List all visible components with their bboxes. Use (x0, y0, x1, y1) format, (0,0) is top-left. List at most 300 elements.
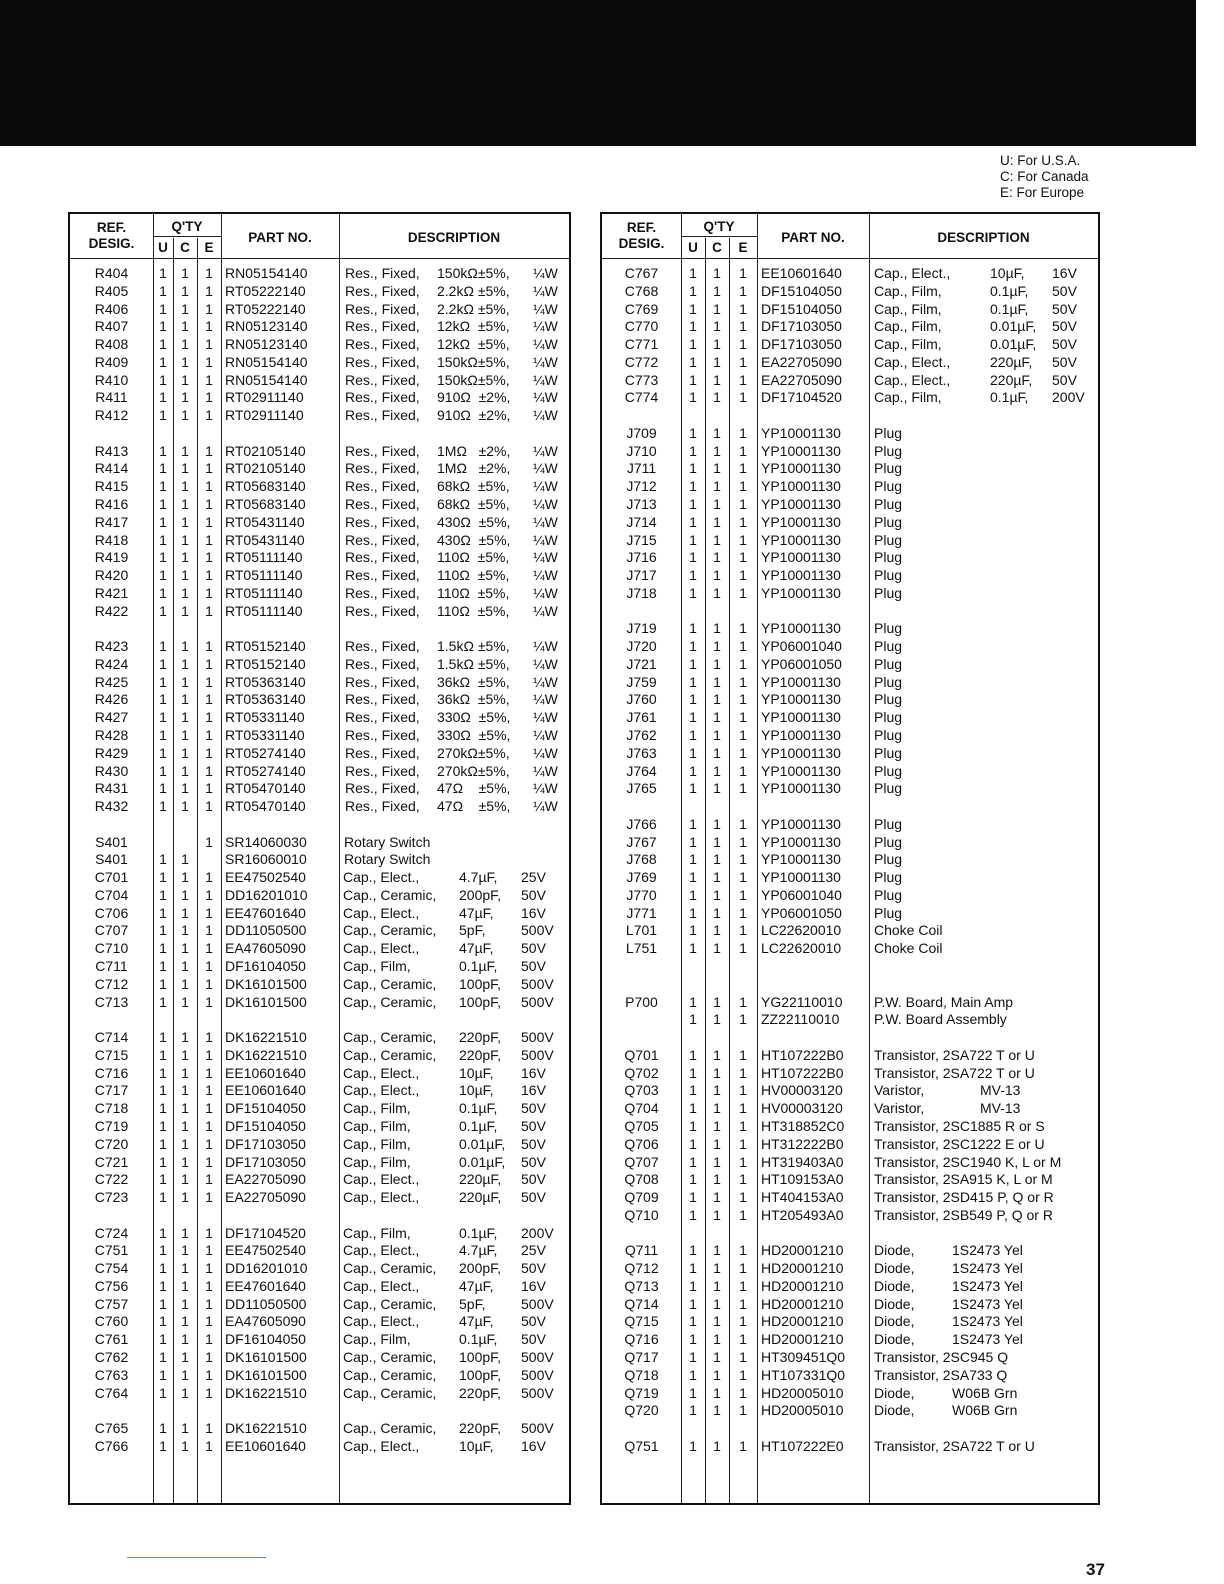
qty-e: 1 (739, 567, 747, 584)
ref-designator: C767 (624, 265, 659, 281)
part-number: YP10001130 (761, 709, 841, 726)
qty-u: 1 (159, 940, 167, 957)
qty-u: 1 (159, 442, 167, 459)
qty-e: 1 (205, 460, 213, 477)
description-part: 500V (521, 1420, 554, 1437)
part-number: DK16101500 (225, 993, 307, 1010)
ref-designator: R409 (94, 353, 129, 370)
qty-e: 1 (739, 1206, 747, 1223)
ref-designator: J720 (626, 638, 657, 655)
description-part: 0.01µF, (990, 336, 1037, 353)
qty-u: 1 (159, 727, 167, 744)
ref-designator: C772 (624, 353, 659, 370)
qty-e: 1 (205, 1277, 213, 1294)
table-row (602, 1312, 1098, 1330)
part-number: DF17103050 (225, 1135, 306, 1152)
part-number: YP10001130 (761, 442, 841, 459)
qty-u: 1 (689, 1313, 697, 1330)
header-description: DESCRIPTION (407, 230, 501, 245)
description-part: 100pF, (459, 993, 502, 1010)
description-part: 1MΩ ±2%, (437, 442, 511, 459)
qty-u: 1 (689, 389, 697, 406)
qty-c: 1 (181, 1135, 189, 1152)
qty-c: 1 (181, 1117, 189, 1134)
description-part: 220µF, (459, 1171, 502, 1188)
description-part: 1S2473 Yel (952, 1242, 1023, 1259)
qty-u: 1 (159, 1366, 167, 1383)
description-part: 220pF, (459, 1384, 502, 1401)
ref-designator: P700 (625, 993, 658, 1010)
qty-u: 1 (159, 638, 167, 655)
qty-c: 1 (713, 638, 721, 655)
qty-e: 1 (205, 336, 213, 353)
qty-u: 1 (159, 1100, 167, 1117)
table-row (70, 1117, 569, 1135)
description-part: 4.7µF, (459, 1242, 498, 1259)
description-part: Res., Fixed, (345, 709, 420, 726)
qty-u: 1 (159, 1384, 167, 1401)
qty-u: 1 (689, 1366, 697, 1383)
qty-u: 1 (159, 1331, 167, 1348)
ref-designator: Q707 (624, 1153, 659, 1170)
qty-u: 1 (159, 762, 167, 779)
qty-c: 1 (181, 602, 189, 619)
part-number: YP10001130 (761, 513, 841, 530)
description-part: Transistor, 2SC1940 K, L or M (874, 1153, 1062, 1170)
qty-e: 1 (739, 886, 747, 903)
description-part: 50V (521, 958, 546, 975)
qty-e: 1 (739, 762, 747, 779)
qty-u: 1 (159, 584, 167, 601)
table-row (70, 353, 569, 371)
qty-c: 1 (713, 851, 721, 868)
description-part: 0.1µF, (459, 1331, 498, 1348)
description-part: Res., Fixed, (345, 567, 420, 584)
part-number: EE47601640 (225, 904, 306, 921)
table-row (70, 921, 569, 939)
qty-u: 1 (689, 549, 697, 566)
description-part: 220µF, (990, 371, 1033, 388)
part-number: RT05222140 (225, 300, 306, 317)
qty-e: 1 (739, 1437, 747, 1454)
qty-u: 1 (159, 655, 167, 672)
header-divider (602, 258, 1098, 259)
qty-u: 1 (689, 709, 697, 726)
qty-c: 1 (713, 424, 721, 441)
table-row (602, 939, 1098, 957)
table-row (602, 655, 1098, 673)
part-number: RT05222140 (225, 282, 306, 299)
part-number: DF17104520 (225, 1224, 306, 1241)
description-part: Cap., Elect., (343, 1313, 420, 1330)
qty-e: 1 (739, 336, 747, 353)
qty-c: 1 (181, 1082, 189, 1099)
ref-designator: C717 (94, 1082, 129, 1099)
table-row (70, 655, 569, 673)
table-row (602, 566, 1098, 584)
part-number: EE10601640 (761, 265, 842, 281)
part-number: RT05331140 (225, 727, 305, 744)
qty-e: 1 (739, 1046, 747, 1063)
qty-c: 1 (181, 1029, 189, 1046)
qty-c: 1 (713, 1135, 721, 1152)
description-part: Varistor, (874, 1100, 925, 1117)
description-part: 2.2kΩ ±5%, (437, 282, 510, 299)
qty-e: 1 (205, 1171, 213, 1188)
ref-designator: R429 (94, 744, 129, 761)
table-row (70, 993, 569, 1011)
description-part: Transistor, 2SC1885 R or S (874, 1117, 1045, 1134)
description-part: 110Ω ±5%, (437, 549, 510, 566)
qty-e: 1 (205, 1295, 213, 1312)
table-row (602, 531, 1098, 549)
qty-c: 1 (713, 1366, 721, 1383)
description-part: Cap., Ceramic, (343, 1366, 437, 1383)
description-part: ¼W (533, 371, 558, 388)
table-row (602, 1259, 1098, 1277)
description-part: Res., Fixed, (345, 407, 420, 424)
part-number: DF15104050 (225, 1117, 306, 1134)
part-number: YP10001130 (761, 727, 841, 744)
part-number: RT05111140 (225, 602, 303, 619)
part-number: HD20005010 (761, 1384, 844, 1401)
part-number: HD20005010 (761, 1402, 844, 1419)
description-part: 2.2kΩ ±5%, (437, 300, 510, 317)
qty-u: 1 (689, 1348, 697, 1365)
qty-c: 1 (181, 353, 189, 370)
qty-u: 1 (159, 460, 167, 477)
qty-c: 1 (713, 1011, 721, 1028)
description-part: Res., Fixed, (345, 584, 420, 601)
qty-c: 1 (713, 815, 721, 832)
ref-designator: J766 (626, 815, 657, 832)
table-row (70, 1348, 569, 1366)
ref-designator: Q702 (624, 1064, 659, 1081)
ref-designator: J762 (626, 727, 657, 744)
table-row (70, 602, 569, 620)
part-number: HT107222B0 (761, 1046, 844, 1063)
qty-u: 1 (689, 282, 697, 299)
qty-c: 1 (713, 886, 721, 903)
table-row (602, 1170, 1098, 1188)
part-number: DF17103050 (761, 336, 842, 353)
qty-u: 1 (689, 424, 697, 441)
ref-designator: C770 (624, 318, 659, 335)
qty-c: 1 (713, 691, 721, 708)
ref-designator: C707 (94, 922, 129, 939)
description-part: 500V (521, 922, 554, 939)
qty-u: 1 (159, 300, 167, 317)
table-row (602, 1099, 1098, 1117)
ref-designator: Q713 (624, 1277, 659, 1294)
table-row (70, 1170, 569, 1188)
qty-e: 1 (205, 1331, 213, 1348)
ref-designator: R406 (94, 300, 129, 317)
description-part: 100pF, (459, 1348, 502, 1365)
ref-designator: C769 (624, 300, 659, 317)
qty-u: 1 (689, 851, 697, 868)
qty-e: 1 (205, 531, 213, 548)
ref-designator: R416 (94, 496, 129, 512)
qty-e: 1 (739, 371, 747, 388)
ref-designator: Q716 (624, 1331, 659, 1348)
qty-e: 1 (739, 460, 747, 477)
ref-designator: R407 (94, 318, 129, 335)
part-number: RN05123140 (225, 336, 308, 353)
description-part: ¼W (533, 798, 558, 815)
part-number: YP10001130 (761, 424, 841, 441)
qty-e: 1 (205, 1242, 213, 1259)
ref-designator: C706 (94, 904, 129, 921)
table-row (70, 975, 569, 993)
ref-designator: C751 (94, 1242, 129, 1259)
ref-designator: Q706 (624, 1135, 659, 1152)
description-part: 200pF, (459, 886, 502, 903)
ref-designator: C774 (624, 389, 659, 406)
ref-designator: R423 (94, 638, 129, 655)
part-number: EE47601640 (225, 1277, 306, 1294)
qty-c: 1 (181, 744, 189, 761)
part-number: DF15104050 (225, 1100, 306, 1117)
table-row (70, 744, 569, 762)
qty-c: 1 (713, 1348, 721, 1365)
qty-e: 1 (739, 904, 747, 921)
description-part: MV-13 (980, 1100, 1021, 1117)
description-part: 47Ω ±5%, (437, 798, 511, 815)
qty-e: 1 (205, 478, 213, 495)
qty-u: 1 (689, 584, 697, 601)
table-row (70, 1259, 569, 1277)
qty-c: 1 (181, 958, 189, 975)
qty-e: 1 (739, 1277, 747, 1294)
qty-e: 1 (739, 1189, 747, 1206)
qty-u: 1 (159, 602, 167, 619)
header-c: C (712, 240, 722, 255)
ref-designator: J767 (626, 833, 657, 850)
ref-designator: C773 (624, 371, 659, 388)
qty-u: 1 (159, 531, 167, 548)
qty-c: 1 (713, 389, 721, 406)
description-part: Transistor, 2SB549 P, Q or R (874, 1206, 1053, 1223)
qty-u: 1 (159, 407, 167, 424)
qty-e: 1 (205, 727, 213, 744)
qty-u: 1 (689, 762, 697, 779)
part-number: YP10001130 (761, 833, 841, 850)
ref-designator: Q711 (624, 1242, 659, 1259)
qty-c: 1 (181, 1260, 189, 1277)
qty-u: 1 (689, 496, 697, 512)
description-part: Transistor, 2SA722 T or U (874, 1046, 1035, 1063)
description-part: Plug (874, 531, 903, 548)
qty-e: 1 (205, 1348, 213, 1365)
qty-e: 1 (739, 1331, 747, 1348)
description-part: 500V (521, 975, 554, 992)
qty-c: 1 (181, 478, 189, 495)
description-part: 36kΩ ±5%, (437, 673, 510, 690)
table-row (70, 1330, 569, 1348)
description-part: Res., Fixed, (345, 744, 420, 761)
qty-e: 1 (205, 584, 213, 601)
qty-u: 1 (159, 1313, 167, 1330)
description-part: 910Ω ±2%, (437, 407, 511, 424)
description-part: Cap., Film, (343, 1100, 411, 1117)
part-number: DK16221510 (225, 1029, 307, 1046)
table-row (602, 459, 1098, 477)
description-part: Plug (874, 496, 903, 512)
table-row (70, 850, 569, 868)
part-number: DK16101500 (225, 1366, 307, 1383)
qty-u: 1 (159, 1082, 167, 1099)
ref-designator: R427 (94, 709, 129, 726)
qty-c: 1 (713, 584, 721, 601)
description-part: 910Ω ±2%, (437, 389, 511, 406)
description-part: 220µF, (459, 1189, 502, 1206)
part-number: DK16221510 (225, 1384, 307, 1401)
qty-c: 1 (181, 798, 189, 815)
table-row (70, 1384, 569, 1402)
ref-designator: J761 (626, 709, 657, 726)
part-number: HT312222B0 (761, 1135, 844, 1152)
description-part: ¼W (533, 353, 558, 370)
ref-designator: R404 (94, 265, 129, 281)
part-number: YG22110010 (761, 993, 843, 1010)
qty-e: 1 (739, 531, 747, 548)
table-row (602, 1295, 1098, 1313)
qty-u: 1 (159, 353, 167, 370)
qty-e: 1 (205, 1437, 213, 1454)
part-number: RT05363140 (225, 691, 306, 708)
description-part: 110Ω ±5%, (437, 602, 510, 619)
table-row (70, 1081, 569, 1099)
header-bar (0, 0, 1196, 146)
table-row (602, 442, 1098, 460)
part-number: RT02105140 (225, 442, 306, 459)
description-part: 16V (521, 1064, 546, 1081)
description-part: 50V (521, 1100, 546, 1117)
table-row (70, 1224, 569, 1242)
table-row (602, 1188, 1098, 1206)
description-part: 50V (1052, 353, 1077, 370)
table-row (602, 1010, 1098, 1028)
qty-u: 1 (689, 1242, 697, 1259)
ref-designator: C701 (94, 869, 129, 886)
part-number: RT05683140 (225, 496, 306, 512)
description-part: Cap., Elect., (343, 1064, 420, 1081)
table-row (602, 904, 1098, 922)
qty-e: 1 (739, 993, 747, 1010)
ref-designator: C712 (94, 975, 129, 992)
part-number: RT05152140 (225, 655, 306, 672)
table-row (602, 371, 1098, 389)
qty-u: 1 (689, 638, 697, 655)
qty-e: 1 (205, 744, 213, 761)
description-part: Cap., Elect., (874, 371, 951, 388)
qty-c: 1 (181, 1064, 189, 1081)
part-number: EA22705090 (761, 353, 842, 370)
description-part: ¼W (533, 496, 558, 512)
description-part: ¼W (533, 727, 558, 744)
ref-designator: J711 (626, 460, 657, 477)
description-part: Plug (874, 655, 903, 672)
ref-designator: Q701 (624, 1046, 659, 1063)
qty-u: 1 (689, 318, 697, 335)
description-part: P.W. Board, Main Amp (874, 993, 1014, 1010)
part-number: DF17103050 (761, 318, 842, 335)
table-row (70, 797, 569, 815)
table-row (602, 1117, 1098, 1135)
qty-c: 1 (713, 620, 721, 637)
description-part: 330Ω ±5%, (437, 709, 511, 726)
description-part: 100pF, (459, 975, 502, 992)
qty-e: 1 (739, 1348, 747, 1365)
description-part: Plug (874, 886, 903, 903)
table-row (602, 726, 1098, 744)
part-number: DD16201010 (225, 1260, 308, 1277)
header-qty: Q'TY (171, 219, 203, 234)
part-number: ZZ22110010 (761, 1011, 840, 1028)
table-row (602, 584, 1098, 602)
qty-u: 1 (689, 886, 697, 903)
qty-c: 1 (181, 282, 189, 299)
description-part: Res., Fixed, (345, 300, 420, 317)
qty-e: 1 (205, 496, 213, 512)
qty-u: 1 (159, 265, 167, 281)
part-number: RT05152140 (225, 638, 306, 655)
qty-u: 1 (689, 744, 697, 761)
part-number: YP10001130 (761, 478, 841, 495)
description-part: Cap., Ceramic, (343, 922, 437, 939)
table-row (602, 762, 1098, 780)
description-part: W06B Grn (952, 1384, 1018, 1401)
qty-e: 1 (739, 442, 747, 459)
description-part: Choke Coil (874, 922, 943, 939)
qty-e: 1 (739, 638, 747, 655)
part-number: YP06001040 (761, 638, 842, 655)
description-part: Diode, (874, 1384, 915, 1401)
description-part: 25V (521, 1242, 546, 1259)
description-part: ¼W (533, 691, 558, 708)
description-part: ¼W (533, 442, 558, 459)
qty-e: 1 (739, 833, 747, 850)
ref-designator: R430 (94, 762, 129, 779)
qty-c: 1 (713, 1242, 721, 1259)
qty-e: 1 (739, 851, 747, 868)
qty-u: 1 (689, 1082, 697, 1099)
qty-c: 1 (181, 1171, 189, 1188)
description-part: 270kΩ±5%, (437, 762, 510, 779)
description-part: Diode, (874, 1295, 915, 1312)
description-part: ¼W (533, 282, 558, 299)
description-part: Choke Coil (874, 940, 943, 957)
table-row (602, 868, 1098, 886)
table-row (602, 1437, 1098, 1455)
qty-u: 1 (689, 1189, 697, 1206)
ref-designator: Q704 (624, 1100, 659, 1117)
ref-designator: R426 (94, 691, 129, 708)
qty-u: 1 (689, 869, 697, 886)
table-row (70, 708, 569, 726)
description-part: 0.01µF, (990, 318, 1037, 335)
qty-c: 1 (713, 993, 721, 1010)
description-part: MV-13 (980, 1082, 1021, 1099)
qty-c: 1 (181, 265, 189, 281)
qty-e: 1 (205, 762, 213, 779)
qty-c: 1 (181, 567, 189, 584)
description-part: 220pF, (459, 1029, 502, 1046)
qty-e: 1 (739, 1135, 747, 1152)
description-part: Res., Fixed, (345, 496, 420, 512)
qty-u: 1 (689, 1100, 697, 1117)
